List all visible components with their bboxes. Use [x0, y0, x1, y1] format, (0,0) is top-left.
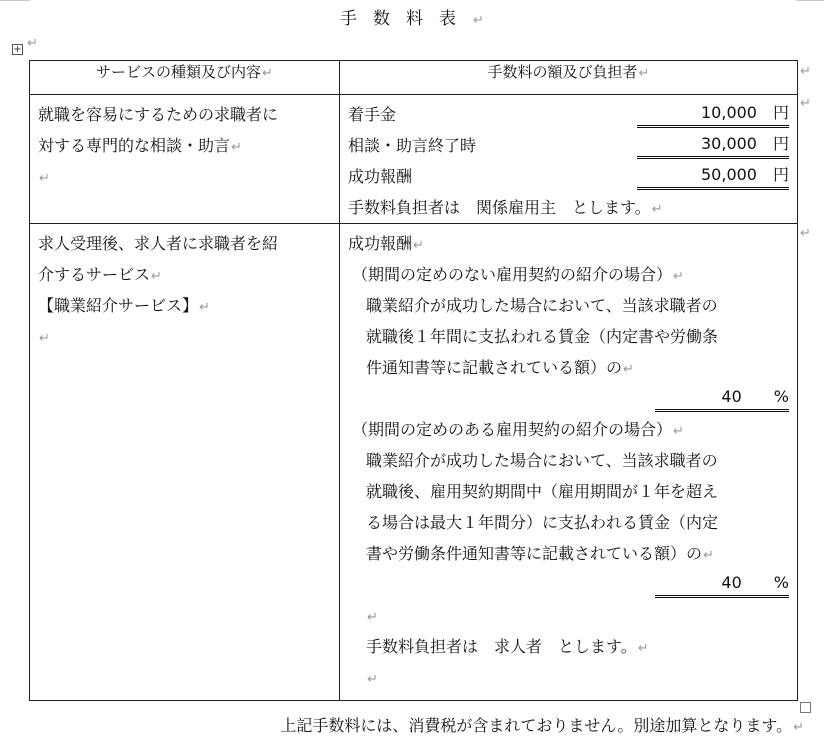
rate-line — [348, 383, 789, 414]
case-text: る場合は最大１年間分）に支払われる賃金（内定 — [366, 513, 719, 532]
empty-paragraph — [348, 662, 789, 693]
fee-cell — [340, 95, 798, 224]
paragraph-mark: ↵ — [637, 641, 649, 656]
fee-amount: 50,000 円 — [637, 161, 789, 190]
payer-text: 手数料負担者は 関係雇用主 とします。↵ — [348, 198, 663, 217]
empty-paragraph — [348, 600, 789, 631]
case-text: 就職後、雇用契約期間中（雇用期間が１年を超え — [366, 482, 719, 501]
paragraph-mark: ↵ — [262, 66, 273, 81]
service-text: 就職を容易にするための求職者に — [38, 105, 279, 124]
paragraph-mark: ↵ — [623, 362, 634, 377]
case-text: 職業紹介が成功した場合において、当該求職者の — [366, 451, 718, 470]
row-end-mark: ↵ — [800, 64, 811, 79]
row-end-mark: ↵ — [800, 96, 811, 111]
case-heading: （期間の定めのある雇用契約の紹介の場合）↵ — [352, 420, 684, 439]
paragraph-mark: ↵ — [39, 331, 50, 346]
page-margin-guide-right — [796, 0, 824, 1]
fee-table — [29, 60, 798, 701]
document-title: 手数料表↵ — [340, 9, 484, 29]
fee-line-retainer: 着手金 10,000 円 — [348, 99, 789, 130]
service-text: 対する専門的な相談・助言↵ — [38, 136, 242, 155]
paragraph-mark: ↵ — [199, 300, 210, 315]
case-text: 職業紹介が成功した場合において、当該求職者の — [366, 296, 718, 315]
header-fee-amount: 手数料の額及び負担者↵ — [340, 61, 798, 95]
tax-footnote: 上記手数料には、消費税が含まれておりません。別途加算となります。↵ — [280, 716, 804, 735]
service-label: 【職業紹介サービス】↵ — [38, 296, 210, 315]
paragraph-mark: ↵ — [793, 720, 804, 735]
paragraph-mark: ↵ — [231, 140, 242, 155]
fee-amount: 30,000 円 — [637, 130, 789, 159]
paragraph-mark: ↵ — [673, 424, 684, 439]
table-header-row — [30, 61, 798, 95]
service-cell — [30, 95, 340, 224]
paragraph-mark: ↵ — [151, 269, 162, 284]
table-row — [30, 95, 798, 224]
paragraph-mark: ↵ — [703, 548, 714, 563]
payer-text: 手数料負担者は 求人者 とします。↵ — [366, 637, 649, 656]
paragraph-mark: ↵ — [413, 238, 424, 253]
fee-line-consultation: 相談・助言終了時 30,000 円 — [348, 130, 789, 161]
case-text: 件通知書等に記載されている額）の↵ — [366, 358, 634, 377]
row-end-mark: ↵ — [800, 226, 811, 241]
rate-value: 40 % — [655, 569, 789, 598]
table-row — [30, 224, 798, 701]
table-move-handle-icon[interactable]: + — [13, 44, 22, 55]
rate-line — [348, 569, 789, 600]
empty-paragraph — [38, 321, 331, 352]
paragraph-mark: ↵ — [367, 672, 378, 687]
fee-title: 成功報酬↵ — [348, 234, 424, 253]
case-heading: （期間の定めのない雇用契約の紹介の場合）↵ — [352, 265, 684, 284]
paragraph-mark: ↵ — [39, 171, 50, 186]
paragraph-mark: ↵ — [367, 610, 378, 625]
paragraph-mark: ↵ — [638, 66, 650, 81]
case-text: 書や労働条件通知書等に記載されている額）の↵ — [366, 544, 714, 563]
page-margin-guide-left — [0, 0, 30, 1]
service-cell — [30, 224, 340, 701]
paragraph-mark: ↵ — [651, 202, 663, 217]
fee-amount: 10,000 円 — [637, 99, 789, 128]
service-text: 求人受理後、求人者に求職者を紹 — [38, 234, 279, 253]
rate-value: 40 % — [655, 383, 789, 412]
case-text: 就職後１年間に支払われる賃金（内定書や労働条 — [366, 327, 719, 346]
paragraph-mark: ↵ — [473, 13, 484, 28]
paragraph-mark: ↵ — [27, 36, 38, 51]
fee-cell — [340, 224, 798, 701]
service-text: 介するサービス↵ — [38, 265, 162, 284]
empty-paragraph — [38, 161, 331, 192]
paragraph-mark: ↵ — [673, 269, 684, 284]
header-service-type: サービスの種類及び内容↵ — [30, 61, 340, 95]
fee-line-success: 成功報酬 50,000 円 — [348, 161, 789, 192]
